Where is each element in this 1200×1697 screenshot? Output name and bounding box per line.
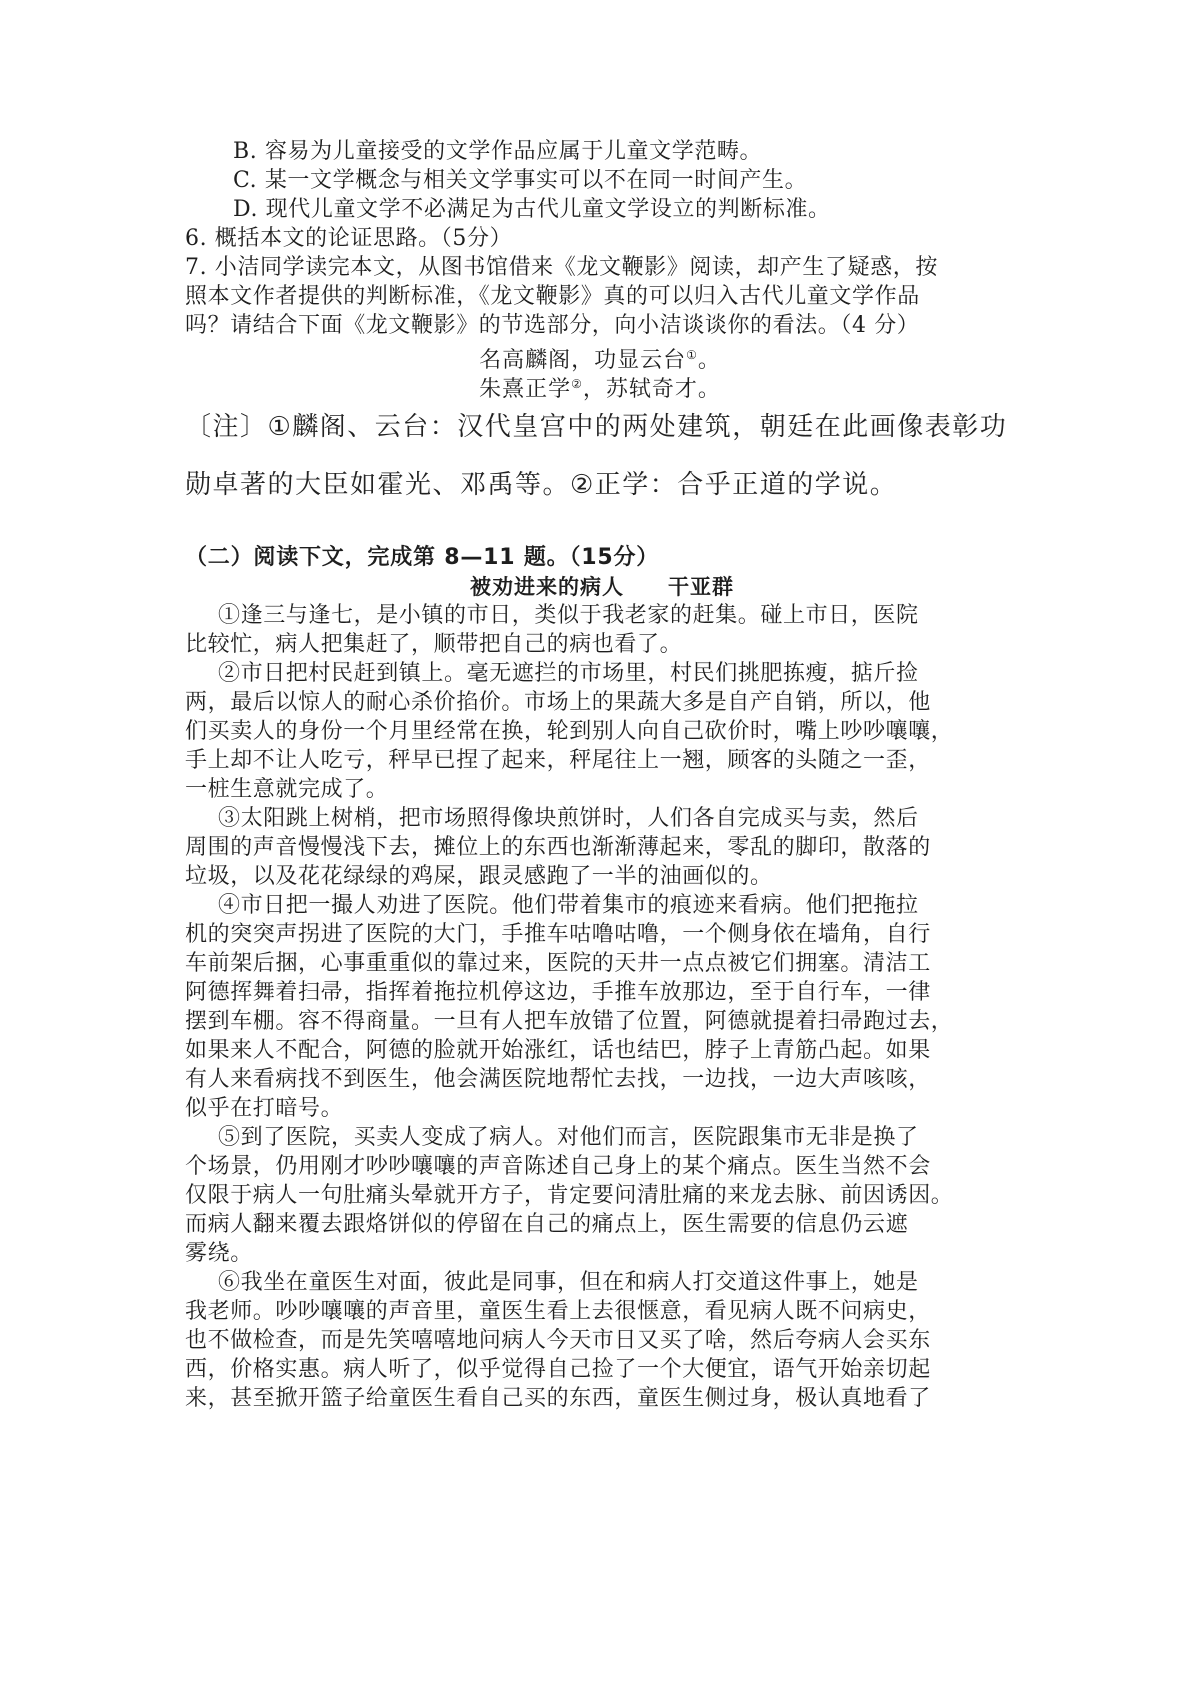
paragraph-line: 手上却不让人吃亏，秤早已捏了起来，秤尾往上一翘，顾客的头随之一歪，: [185, 748, 931, 773]
option-b: B. 容易为儿童接受的文学作品应属于儿童文学范畴。: [233, 139, 763, 164]
paragraph-line: 来，甚至掀开篮子给童医生看自己买的东西，童医生侧过身，极认真地看了: [185, 1386, 931, 1411]
paragraph-line: 如果来人不配合，阿德的脸就开始涨红，话也结巴，脖子上青筋凸起。如果: [185, 1038, 931, 1063]
paragraph-line: 周围的声音慢慢浅下去，摊位上的东西也渐渐薄起来，零乱的脚印，散落的: [185, 835, 931, 860]
article-author: 干亚群: [668, 575, 734, 599]
footnote-mark: ①: [686, 348, 698, 362]
poem-line-1-end: 。: [697, 348, 721, 373]
paragraph-line: 似乎在打暗号。: [185, 1096, 344, 1121]
poem-line-2-end: ，苏轼奇才。: [582, 377, 721, 402]
poem-line-1-text: 名高麟阁，功显云台: [479, 348, 687, 373]
paragraph-line: 有人来看病找不到医生，他会满医院地帮忙去找，一边找，一边大声咳咳，: [185, 1067, 931, 1092]
paragraph-line: 们买卖人的身份一个月里经常在换，轮到别人向自己砍价时，嘴上吵吵嚷嚷，: [185, 719, 954, 744]
section-heading: （二）阅读下文，完成第 8—11 题。（15分）: [185, 545, 660, 570]
paragraph-line: ④市日把一撮人劝进了医院。他们带着集市的痕迹来看病。他们把拖拉: [218, 893, 919, 918]
option-d: D. 现代儿童文学不必满足为古代儿童文学设立的判断标准。: [233, 197, 831, 222]
paragraph-line: 而病人翻来覆去跟烙饼似的停留在自己的痛点上，医生需要的信息仍云遮: [185, 1212, 909, 1237]
paragraph-line: 两，最后以惊人的耐心杀价掐价。市场上的果蔬大多是自产自销，所以，他: [185, 690, 931, 715]
paragraph-line: 我老师。吵吵嚷嚷的声音里，童医生看上去很惬意，看见病人既不问病史，: [185, 1299, 931, 1324]
paragraph-line: 仅限于病人一句肚痛头晕就开方子，肯定要问清肚痛的来龙去脉、前因诱因。: [185, 1183, 954, 1208]
article-title-text: 被劝进来的病人: [470, 575, 624, 599]
paragraph-line: 摆到车棚。容不得商量。一旦有人把车放错了位置，阿德就提着扫帚跑过去，: [185, 1009, 954, 1034]
paragraph-line: ⑥我坐在童医生对面，彼此是同事，但在和病人打交道这件事上，她是: [218, 1270, 919, 1295]
paragraph-line: ③太阳跳上树梢，把市场照得像块煎饼时，人们各自完成买与卖，然后: [218, 806, 919, 831]
paragraph-line: 西，价格实惠。病人听了，似乎觉得自己捡了一个大便宜，语气开始亲切起: [185, 1357, 931, 1382]
poem-line-2-text: 朱熹正学: [479, 377, 572, 402]
paragraph-line: ①逢三与逢七，是小镇的市日，类似于我老家的赶集。碰上市日，医院: [218, 603, 919, 628]
note-line-1: 〔注〕①麟阁、云台：汉代皇宫中的两处建筑，朝廷在此画像表彰功: [185, 412, 1008, 442]
paragraph-line: 一桩生意就完成了。: [185, 777, 389, 802]
paragraph-line: 车前架后捆，心事重重似的靠过来，医院的天井一点点被它们拥塞。清洁工: [185, 951, 931, 976]
paragraph-line: 比较忙，病人把集赶了，顺带把自己的病也看了。: [185, 632, 683, 657]
poem-line-2: [0, 370, 1200, 404]
footnote-mark: ②: [571, 377, 583, 391]
question-7-line: 7. 小洁同学读完本文，从图书馆借来《龙文鞭影》阅读，却产生了疑惑，按: [185, 255, 938, 280]
question-6: 6. 概括本文的论证思路。（5分）: [185, 226, 513, 251]
paragraph-line: 个场景，仍用刚才吵吵嚷嚷的声音陈述自己身上的某个痛点。医生当然不会: [185, 1154, 931, 1179]
question-7-line: 照本文作者提供的判断标准，《龙文鞭影》真的可以归入古代儿童文学作品: [185, 284, 920, 309]
paragraph-line: ⑤到了医院，买卖人变成了病人。对他们而言，医院跟集市无非是换了: [218, 1125, 919, 1150]
article-title: [470, 573, 734, 601]
paragraph-line: 垃圾，以及花花绿绿的鸡屎，跟灵感跑了一半的油画似的。: [185, 864, 773, 889]
note-line-2: 勋卓著的大臣如霍光、邓禹等。②正学：合乎正道的学说。: [185, 470, 898, 500]
paragraph-line: ②市日把村民赶到镇上。毫无遮拦的市场里，村民们挑肥拣瘦，掂斤捡: [218, 661, 919, 686]
paragraph-line: 机的突突声拐进了医院的大门，手推车咕噜咕噜，一个侧身依在墙角，自行: [185, 922, 931, 947]
paragraph-line: 雾绕。: [185, 1241, 253, 1266]
question-7-line: 吗？请结合下面《龙文鞭影》的节选部分，向小洁谈谈你的看法。（4 分）: [185, 313, 920, 338]
option-c: C. 某一文学概念与相关文学事实可以不在同一时间产生。: [233, 168, 808, 193]
paragraph-line: 阿德挥舞着扫帚，指挥着拖拉机停这边，手推车放那边，至于自行车，一律: [185, 980, 931, 1005]
paragraph-line: 也不做检查，而是先笑嘻嘻地问病人今天市日又买了啥，然后夸病人会买东: [185, 1328, 931, 1353]
